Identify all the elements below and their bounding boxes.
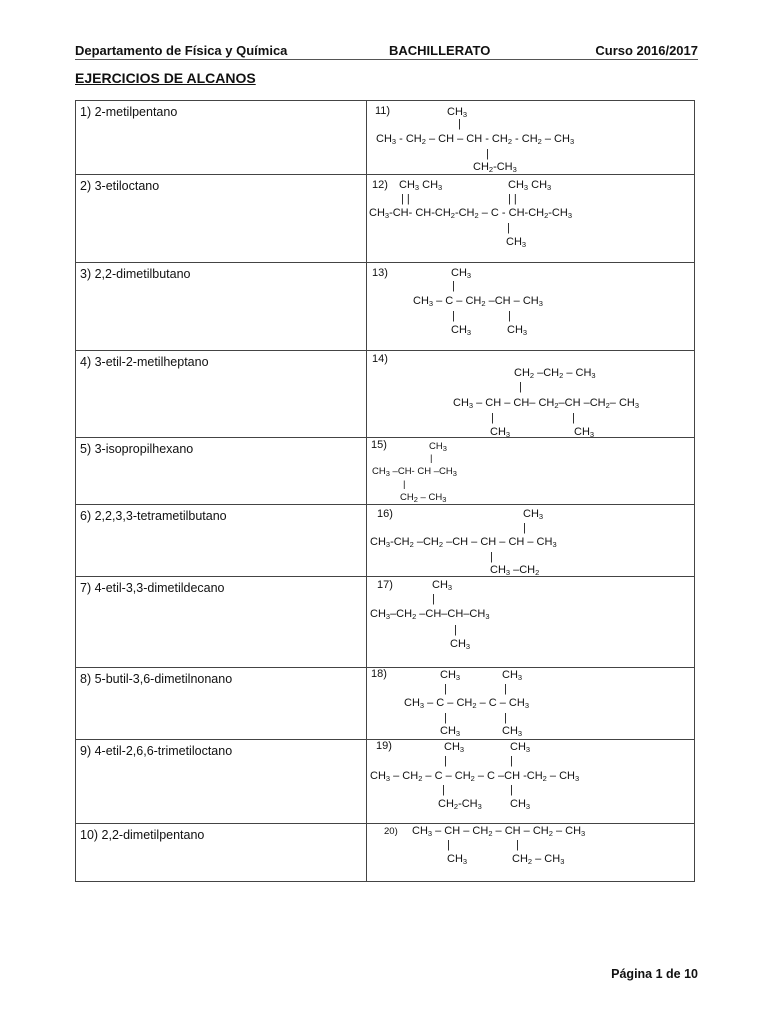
formula-cell (367, 505, 695, 577)
formula-line: | (491, 412, 494, 424)
formula-line: | (452, 310, 455, 322)
formula-cell (367, 740, 695, 824)
table-row (76, 505, 695, 577)
formula-line: $CH_3$ (444, 741, 465, 754)
table-row (76, 175, 695, 263)
formula-line: $CH_3$ (447, 106, 468, 119)
formula-line: $CH_3-CH_2$ $-CH-CH-CH_3$ (370, 608, 490, 621)
page-title: EJERCICIOS DE ALCANOS (75, 70, 256, 86)
formula-line: $CH_2-CH_3$ (438, 798, 482, 811)
formula-line: $CH_3$ (490, 426, 511, 439)
exercise-name: 7) 4-etil-3,3-dimetildecano (80, 581, 225, 595)
formula-number: 19) (376, 740, 392, 752)
formula-line: | (504, 683, 507, 695)
table-row (76, 438, 695, 505)
exercise-name-cell (76, 438, 367, 505)
exercise-name-cell (76, 505, 367, 577)
formula-line: | (504, 712, 507, 724)
formula-cell (367, 668, 695, 740)
page-header (75, 43, 698, 59)
exercise-name: 10) 2,2-dimetilpentano (80, 828, 205, 842)
formula-line: $CH_3$ –CH- CH $-CH_3$ (372, 466, 457, 478)
formula-line: $CH_3$ (506, 236, 527, 249)
formula-line: | | (508, 193, 517, 205)
formula-line: $CH_2-CH_3$ (473, 161, 517, 174)
formula-line: | (523, 522, 526, 534)
exercise-name: 4) 3-etil-2-metilheptano (80, 355, 209, 369)
formula-line: | (507, 222, 510, 234)
formula-line: $CH_3$ (432, 579, 453, 592)
exercise-name: 1) 2-metilpentano (80, 105, 178, 119)
table-row (76, 668, 695, 740)
exercise-table (75, 100, 695, 882)
formula-line: $CH_3$ (507, 324, 528, 337)
formula-number: 11) (375, 105, 391, 117)
formula-number: 16) (377, 508, 393, 520)
formula-line: $CH_3$ – C – $CH_2$ – C – $CH_3$ (404, 697, 529, 710)
formula-line: | (444, 755, 447, 767)
formula-line: | (432, 593, 435, 605)
formula-line: $CH_3$ $CH_3$ (508, 179, 552, 192)
formula-line: $CH_3$ – CH – CH– $CH_2-CH$ $-CH_2-$ $CH_3$ (453, 397, 640, 410)
formula-line: $CH_3$ $-CH_2$ (490, 564, 540, 577)
formula-line: | (516, 839, 519, 851)
department-label: Departamento de Física y Química (75, 43, 288, 58)
formula-line: $CH_3$ (523, 508, 544, 521)
formula-cell (367, 263, 695, 351)
formula-line: | (510, 784, 513, 796)
formula-line: | (452, 280, 455, 292)
formula-line: | (447, 839, 450, 851)
formula-number: 14) (372, 353, 388, 365)
exercise-name: 8) 5-butil-3,6-dimetilnonano (80, 672, 233, 686)
formula-line: $CH_3$ (429, 441, 447, 453)
formula-line: $CH_3-CH-$ $CH-CH_2-CH_2$ – C - $CH-CH_2-CH_3$ (369, 207, 572, 220)
exercise-name-cell (76, 101, 367, 175)
formula-line: $CH_3$ (502, 725, 523, 738)
formula-line: | (519, 381, 522, 393)
exercise-name: 3) 2,2-dimetilbutano (80, 267, 191, 281)
formula-line: $CH_3$ (510, 798, 531, 811)
formula-line: | (458, 118, 461, 130)
formula-number: 17) (377, 579, 393, 591)
formula-line: | (442, 784, 445, 796)
formula-line: $CH_3 - CH_2$ – CH – CH - $CH_2 - CH_2 - CH_3$ (376, 133, 575, 146)
formula-line: $CH_3$ (450, 638, 471, 651)
formula-line: | (490, 551, 493, 563)
formula-line: $CH_3$ (574, 426, 595, 439)
exercise-name-cell (76, 351, 367, 438)
formula-line: | (430, 453, 433, 464)
formula-line: $CH_3$ $CH_3$ (399, 179, 443, 192)
formula-line: $CH_3$ – C – $CH_2$ $-CH - CH_3$ (413, 295, 543, 308)
formula-number: 13) (372, 267, 388, 279)
formula-line: $CH_3$ (451, 324, 472, 337)
formula-line: | (444, 683, 447, 695)
formula-line: | (403, 479, 406, 490)
table-row (76, 577, 695, 668)
formula-line: $CH_3$ (451, 267, 472, 280)
table-row (76, 740, 695, 824)
exercise-name-cell (76, 668, 367, 740)
level-label: BACHILLERATO (389, 43, 491, 58)
formula-line: | (572, 412, 575, 424)
formula-line: $CH_3$ (447, 853, 468, 866)
formula-line: $CH_2 - CH_3$ (400, 492, 447, 504)
exercise-name: 9) 4-etil-2,6,6-trimetiloctano (80, 744, 233, 758)
formula-line: $CH_3$ (440, 669, 461, 682)
formula-line: $CH_3$ – CH – $CH_2$ – CH – $CH_2 - CH_3$ (412, 825, 586, 838)
formula-cell (367, 438, 695, 505)
exercise-name: 5) 3-isopropilhexano (80, 442, 194, 456)
formula-line: $CH_3-CH_2$ $-CH_2$ –CH – CH – CH – $CH_3$ (370, 536, 557, 549)
formula-line: $CH_3$ (510, 741, 531, 754)
formula-line: $CH_3 - CH_2$ – C – $CH_2$ – C –CH $-CH_2 - CH_3$ (370, 770, 580, 783)
exercise-name-cell (76, 175, 367, 263)
formula-line: $CH_2 - CH_3$ (512, 853, 565, 866)
formula-line: $CH_3$ (502, 669, 523, 682)
formula-number: 20) (384, 826, 398, 837)
table-row (76, 824, 695, 882)
formula-line: $CH_3$ (440, 725, 461, 738)
formula-line: | (444, 712, 447, 724)
formula-line: | (454, 624, 457, 636)
header-rule (75, 59, 698, 60)
page-number: Página 1 de 10 (611, 967, 698, 981)
formula-cell (367, 351, 695, 438)
table-row (76, 263, 695, 351)
formula-line: | (510, 755, 513, 767)
formula-cell (367, 175, 695, 263)
exercise-name-cell (76, 824, 367, 882)
table-row (76, 101, 695, 175)
exercise-name: 2) 3-etiloctano (80, 179, 160, 193)
course-label: Curso 2016/2017 (595, 43, 698, 58)
exercise-name-cell (76, 577, 367, 668)
formula-number: 18) (371, 668, 387, 680)
formula-cell (367, 824, 695, 882)
exercise-name: 6) 2,2,3,3-tetrametilbutano (80, 509, 227, 523)
formula-number: 15) (371, 439, 387, 451)
formula-line: | (508, 310, 511, 322)
formula-line: | (486, 148, 489, 160)
exercise-name-cell (76, 263, 367, 351)
table-row (76, 351, 695, 438)
formula-number: 12) (372, 179, 388, 191)
formula-line: | | (401, 193, 410, 205)
formula-cell (367, 577, 695, 668)
exercise-name-cell (76, 740, 367, 824)
formula-cell (367, 101, 695, 175)
formula-line: $CH_2$ $-CH_2 - CH_3$ (514, 367, 596, 380)
